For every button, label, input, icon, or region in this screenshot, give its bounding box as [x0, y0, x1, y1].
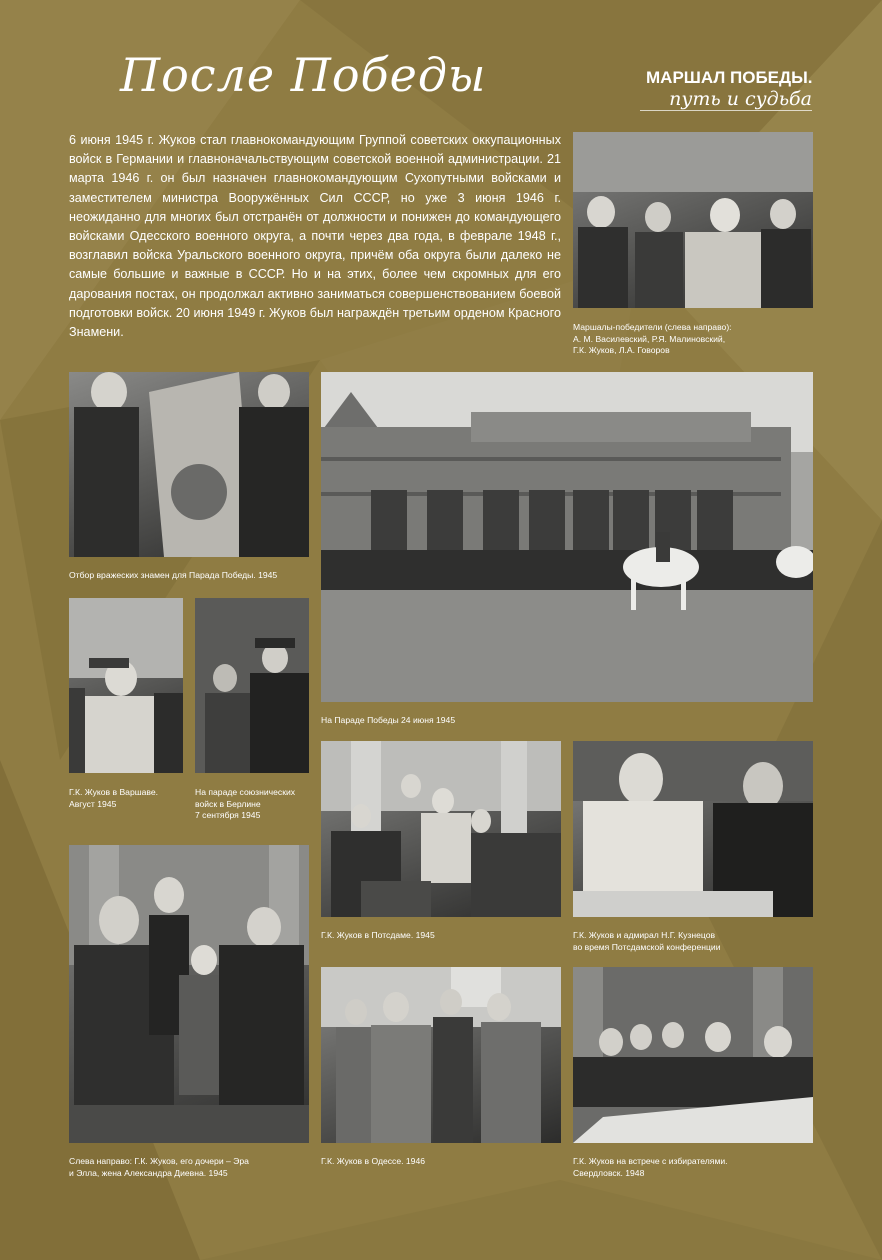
caption-potsdam: Г.К. Жуков в Потсдаме. 1945: [321, 930, 435, 940]
brand-underline: [640, 110, 812, 111]
photo-family: [69, 845, 309, 1143]
caption-voters: Г.К. Жуков на встрече с избирателями. Свердловск. 1948: [573, 1156, 728, 1178]
caption-family: Слева направо: Г.К. Жуков, его дочери – Эра и Элла, жена Александра Диевна. 1945: [69, 1156, 249, 1178]
photo-berlin: [195, 598, 309, 773]
photo-warsaw: [69, 598, 183, 773]
caption-parade: На Параде Победы 24 июня 1945: [321, 715, 456, 725]
photo-parade: [321, 372, 813, 702]
caption-kuznetsov: Г.К. Жуков и адмирал Н.Г. Кузнецов во время Потсдамской конференции: [573, 930, 721, 952]
photo-potsdam: [321, 741, 561, 917]
photo-marshals: [573, 132, 813, 308]
intro-text: 6 июня 1945 г. Жуков стал главнокомандующим Группой советских оккупационных войск в Германии и главноначальствующим советской военной администрации. 21 марта 1946 г. он был назначен главнокомандующим Сухопутными войсками и заместителем министра Вооружённых Сил СССР, но уже 3 июня 1946 г. неожиданно для многих был отстранён от должности и понижен до командующего войсками Одесского военного округа, а почти через два года, в феврале 1948 г., возглавил войска Уральского военного округа, причём оба округа были далеко не самые большие и важные в СССР. Но и на этих, более чем скромных для его дарования постах, он продолжал активно заниматься совершенствованием боевой подготовки войск. 20 июня 1949 г. Жуков был награждён третьим орденом Красного Знамени.: [69, 133, 561, 340]
photo-banners: [69, 372, 309, 557]
photo-odessa: [321, 967, 561, 1143]
caption-berlin: На параде союзнических войск в Берлине 7 сентября 1945: [195, 787, 296, 820]
caption-warsaw: Г.К. Жуков в Варшаве. Август 1945: [69, 787, 159, 809]
page-title: После Победы: [120, 48, 487, 102]
caption-marshals: Маршалы-победители (слева направо): А. М. Василевский, Р.Я. Малиновский, Г.К. Жуков, Л.А. Говоров: [573, 322, 732, 355]
photo-voters: [573, 967, 813, 1143]
caption-odessa: Г.К. Жуков в Одессе. 1946: [321, 1156, 426, 1166]
brand-title: МАРШАЛ ПОБЕДЫ.: [646, 68, 813, 87]
caption-banners: Отбор вражеских знамен для Парада Победы. 1945: [69, 570, 278, 580]
brand-subtitle: путь и судьба: [669, 88, 812, 110]
photo-kuznetsov: [573, 741, 813, 917]
